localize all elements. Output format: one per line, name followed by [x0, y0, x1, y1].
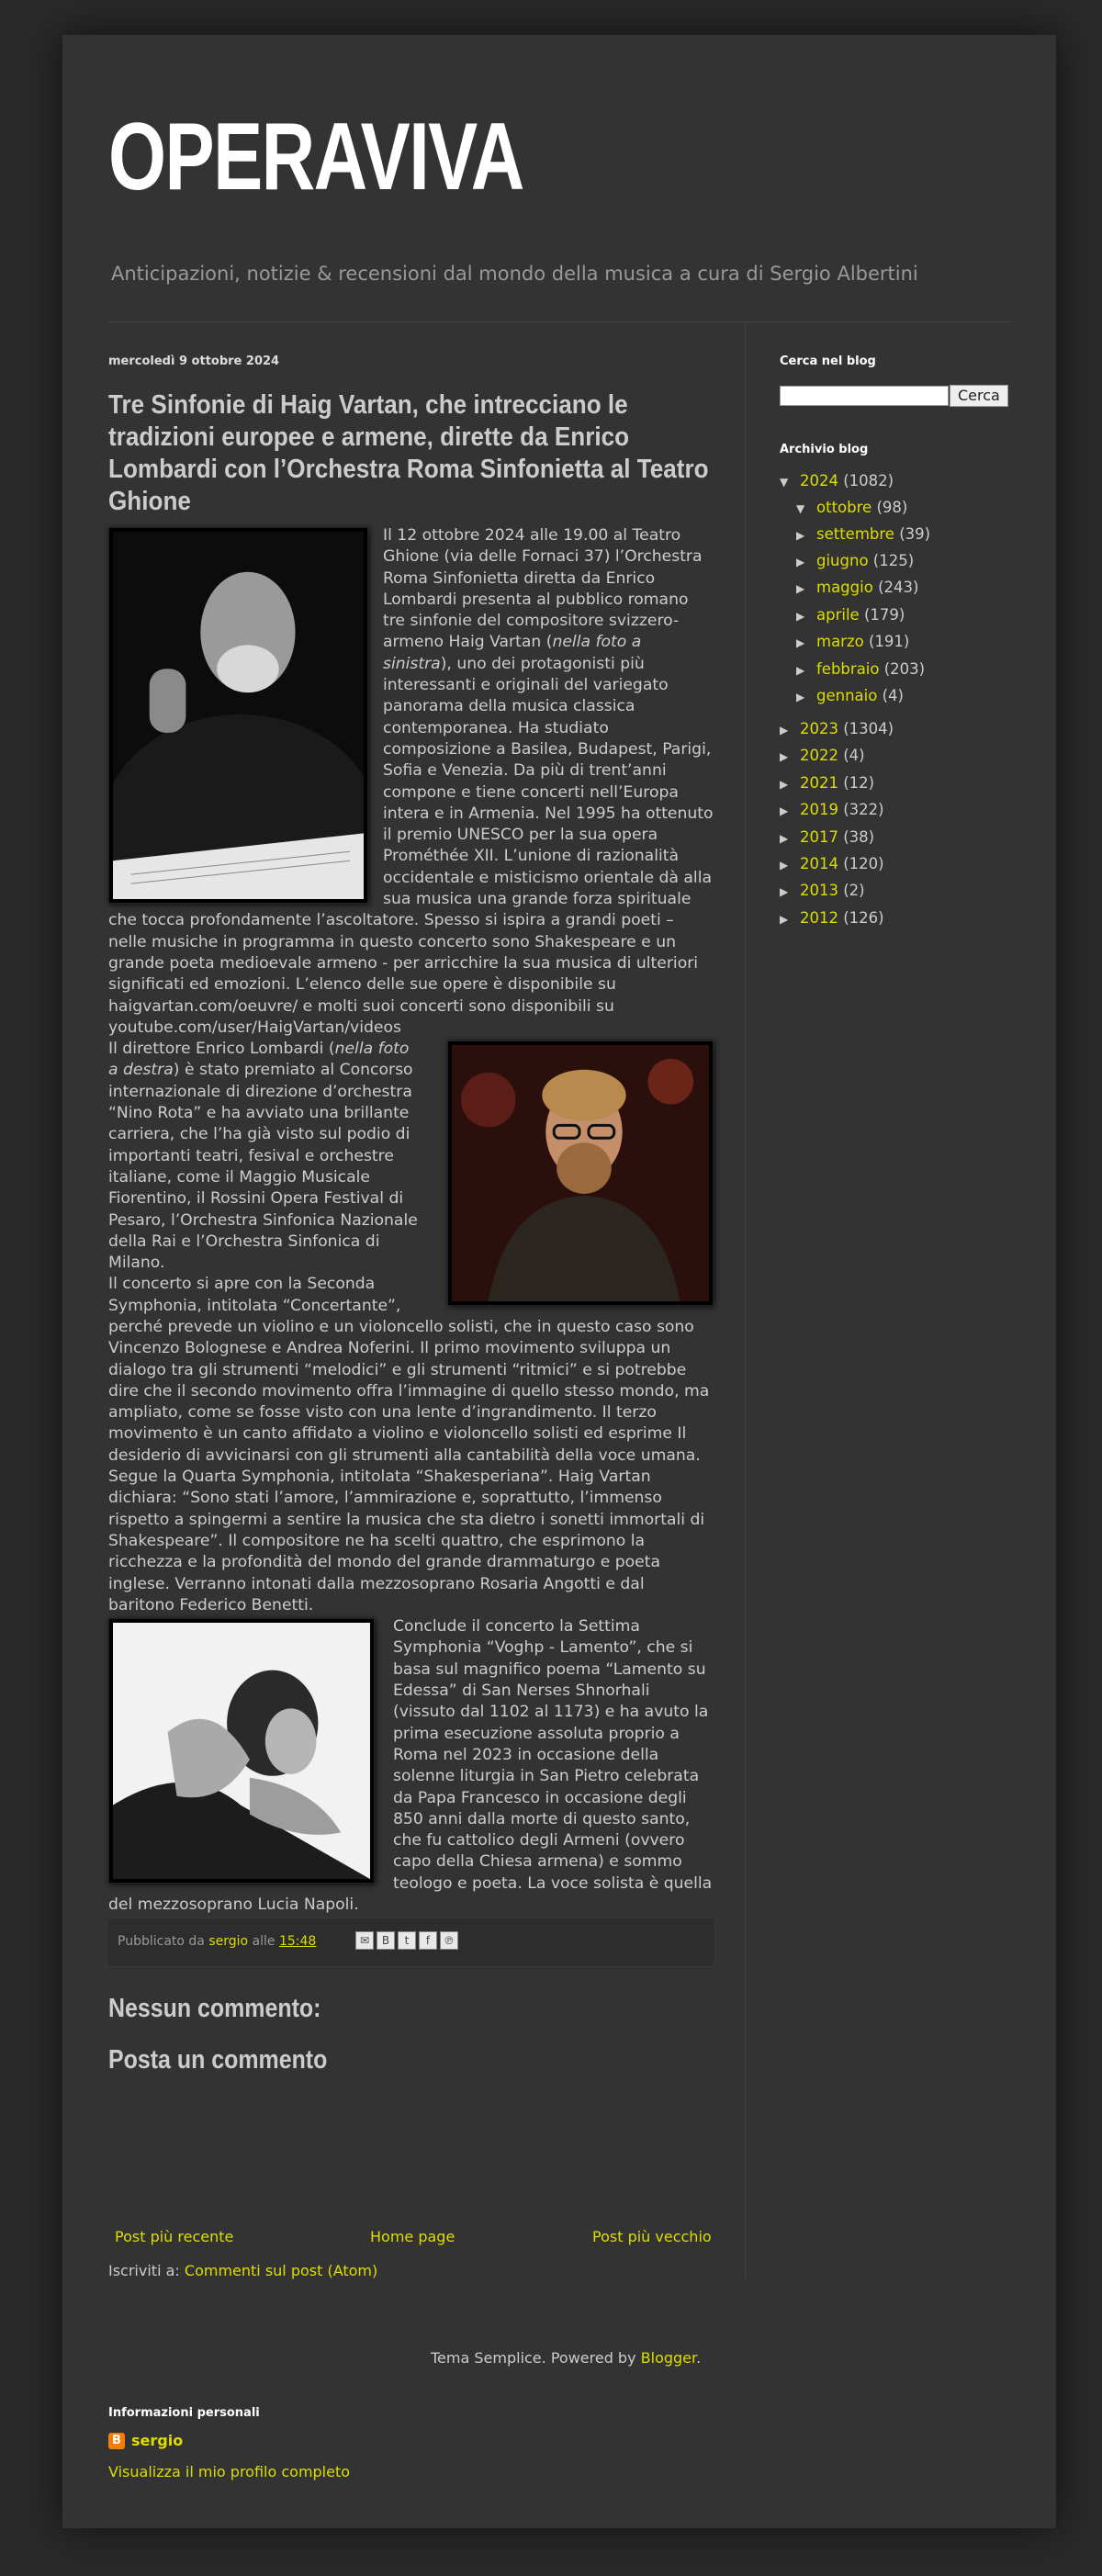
post-body	[108, 525, 714, 1916]
older-post-link[interactable]: Post più vecchio	[592, 2228, 712, 2245]
toggle-collapsed-icon[interactable]: ▶	[780, 832, 789, 845]
post-footer	[108, 1918, 714, 1967]
paragraph-fourth-symphony: Segue la Quarta Symphonia, intitolata “Shakesperiana”. Haig Vartan dichiara: “Sono stati l’amore, l’ammirazione e, soprattutto, l’immenso rispetto a spingermi a sentire la musica che sta dietro i sonetti immortali di Shakespeare”. Il compositore ne ha scelti quattro, che esprimono la ricchezza e la profondità del mondo del grande drammaturgo e poeta inglese. Verranno intonati dalla mezzosoprano Rosaria Angotti e dal baritono Federico Benetti.	[108, 1468, 705, 1614]
toggle-collapsed-icon[interactable]: ▶	[780, 750, 789, 763]
archive-month-giugno[interactable]: ▶ giugno (125)	[796, 552, 915, 569]
paragraph-conductor: Il direttore Enrico Lombardi (nella foto a destra) è stato premiato al Concorso internazionale di direzione d’orchestra “Nino Rota” e ha avviato una brillante carriera, che l’ha già visto sul podio di importanti teatri, fesival e orchestre italiane, come il Maggio Musicale Fiorentino, il Rossini Opera Festival di Pesaro, l’Orchestra Sinfonica Nazionale della Rai e l’Orchestra Sinfonica di Milano.	[108, 1040, 418, 1273]
page-container: OPERAVIVA Anticipazioni, notizie & recensioni dal mondo della musica a cura di Sergio Albertini mercoledì 9 ottobre 2024 Tre Sinfonie di Haig Vartan, che intrecciano le tradizioni europee e armene, dirette da Enrico Lombardi con l’Orchestra Roma Sinfonietta al Teatro Ghione Il 12 ottobre 2024 alle 19.00 al Teatro Ghione (via delle Fornaci 37) l’Orchestra Roma Sinfonietta diretta da Enrico Lombardi presenta al pubblico romano tre sinfonie del compositore svizzero-armeno Haig Vartan (nella foto a sinistra), uno dei protagonisti più interessanti e originali del variegato panorama della musica classica contemporanea. Ha studiato composizione a Basilea, Budapest, Parigi, Sofia e Venezia. Da più di trent’anni compone e tiene concerti nell’Europa intera e in Armenia. Nel 1995 ha ottenuto il premio UNESCO per la sua opera Prométhée XII. L’unione di razionalità occidentale e misticismo orientale dà alla sua musica una grande forza spirituale che tocca profondamente l’ascoltatore. Spesso si ispira a grandi poeti – nelle musiche in programma in questo concerto sono Shakespeare e un grande poeta medioevale armeno - per arricchire la sua musica di ulteriori significati ed emozioni. L’elenco delle sue opere è disponibile su haigvartan.com/oeuvre/ e molti suoi concerti sono disponibili su youtube.com/user/HaigVartan/videos Il direttore Enrico Lombardi (nella foto a destra) è stato premiato al Concorso internazionale di direzione d’orchestra “Nino Rota” e ha avviato una brillante carriera, che l’ha già visto sul podio di importanti teatri, fesival e orchestre italiane, come il Maggio Musicale Fiorentino, il Rossini Opera Festival di Pesaro, l’Orchestra Sinfonica Nazionale della Rai e l’Orchestra Sinfonica di Milano. Il concerto si apre con la Seconda Symphonia, intitolata “Concertante”, perché prevede un violino e un violoncello solisti, che in questo caso sono Vincenzo Bolognese e Andrea Noferini. Il primo movimento sviluppa un dialogo tra gli strumenti “melodici” e gli strumenti “ritmici” e si potrebbe dire che il secondo movimento offra l’immagine di quello stesso mondo, ma ampliato, come se fosse visto con una lente d’ingrandimento. Il terzo movimento è un canto affidato a violino e violoncello solisti ed esprime Il desiderio di avvicinarsi con gli strumenti alla cantabilità della voce umana. Segue la Quarta Symphonia, intitolata “Shakesperiana”. Haig Vartan dichiara: “Sono stati l’amore, l’ammirazione e, soprattutto, l’immenso rispetto a spingermi a sentire la musica che sta dietro i sonetti immortali di Shakespeare”. Il compositore ne ha scelti quattro, che esprimono la ricchezza e la profondità del mondo del grande drammaturgo e poeta inglese. Verranno intonati dalla mezzosoprano Rosaria Angotti e dal baritono Federico Benetti. Conclude il concerto la Settima Symphonia “Voghp - Lamento”, che si basa sul magnifico poema “Lamento su Edessa” di San Nerses Shnorhali (vissuto dal 1102 al 1173) e ha avuto la prima esecuzione assoluta proprio a Roma nel 2023 in occasione della solenne liturgia in San Pietro celebrata da Papa Francesco in occasione degli 850 anni dalla morte di questo santo, che fu cattolico degli Armeni (ovvero capo della Chiesa armena) e sommo teologo e poeta. La voce solista è quella del mezzosoprano Lucia Napoli. Pubblicato da sergio alle 15:48 ✉ B t f ℗ Nessun commento: Posta un commento Post più recente Home page Post più vecchio Iscriviti a: Commenti sul post (Atom) Cerca nel blog Cerca Archivio blog ▼ 2024 (1082) ▼ ottobre (98) ▶ settembre (39) ▶ giugno (125) ▶ maggio (243) ▶ aprile (179) ▶ marzo (191) ▶ febbraio (203) ▶ gennaio (4) ▶ 2023 (1304) ▶ 2022 (4) ▶ 2021 (12) ▶ 2019 (322) ▶ 2017 (38) ▶ 2014 (120) ▶ 2013 (2) ▶ 2012 (126) Tema Semplice. Powered by Blogger. Informazioni personali B sergio Visualizza il mio profilo completo	[62, 35, 1056, 2528]
atom-feed-link[interactable]: Commenti sul post (Atom)	[184, 2262, 378, 2279]
photo-enrico-lombardi[interactable]	[447, 1041, 714, 1306]
toggle-collapsed-icon[interactable]: ▶	[780, 859, 789, 872]
archive-month-maggio[interactable]: ▶ maggio (243)	[796, 579, 919, 596]
profile-heading: Informazioni personali	[108, 2406, 260, 2420]
archive-year-2017[interactable]: ▶ 2017 (38)	[780, 828, 875, 846]
blogger-icon: B	[108, 2433, 125, 2449]
archive-year-2019[interactable]: ▶ 2019 (322)	[780, 801, 884, 818]
archive-year-2014[interactable]: ▶ 2014 (120)	[780, 855, 884, 872]
blog-description: Anticipazioni, notizie & recensioni dal mondo della musica a cura di Sergio Albertini	[111, 263, 918, 285]
blog-icon[interactable]: B	[377, 1931, 395, 1950]
search-input[interactable]	[780, 386, 949, 406]
archive-year-2012[interactable]: ▶ 2012 (126)	[780, 909, 884, 927]
blogger-link[interactable]: Blogger	[640, 2349, 697, 2367]
toggle-collapsed-icon[interactable]: ▶	[796, 582, 805, 595]
timestamp-link[interactable]: 15:48	[278, 1934, 317, 1949]
archive-year-2021[interactable]: ▶ 2021 (12)	[780, 774, 875, 792]
post-date: mercoledì 9 ottobre 2024	[108, 354, 280, 368]
toggle-collapsed-icon[interactable]: ▶	[796, 636, 805, 649]
toggle-collapsed-icon[interactable]: ▶	[780, 885, 789, 898]
archive-month-settembre[interactable]: ▶ settembre (39)	[796, 525, 931, 543]
facebook-icon[interactable]: f	[419, 1931, 437, 1950]
toggle-collapsed-icon[interactable]: ▶	[796, 691, 805, 703]
toggle-collapsed-icon[interactable]: ▶	[796, 664, 805, 677]
toggle-collapsed-icon[interactable]: ▶	[780, 913, 789, 926]
toggle-collapsed-icon[interactable]: ▶	[780, 778, 789, 791]
post-footer-line: Pubblicato da sergio alle 15:48	[118, 1934, 317, 1949]
pinterest-icon[interactable]: ℗	[440, 1931, 458, 1950]
profile-name-link[interactable]: sergio	[131, 2432, 184, 2449]
view-profile-link[interactable]: Visualizza il mio profilo completo	[108, 2463, 351, 2480]
twitter-icon[interactable]: t	[398, 1931, 416, 1950]
archive-year-2022[interactable]: ▶ 2022 (4)	[780, 747, 865, 764]
post-title: Tre Sinfonie di Haig Vartan, che intrecciano le tradizioni europee e armene, dirette da Enrico Lombardi con l’Orchestra Roma Sinfonietta al Teatro Ghione	[108, 390, 709, 516]
archive-heading: Archivio blog	[780, 443, 869, 456]
toggle-collapsed-icon[interactable]: ▶	[780, 724, 789, 737]
photo-lucia-napoli[interactable]	[108, 1618, 375, 1884]
toggle-collapsed-icon[interactable]: ▶	[796, 556, 805, 568]
email-icon[interactable]: ✉	[355, 1931, 374, 1950]
paragraph-intro: Il 12 ottobre 2024 alle 19.00 al Teatro Ghione (via delle Fornaci 37) l’Orchestra Roma Sinfonietta diretta da Enrico Lombardi presenta al pubblico romano tre sinfonie del compositore svizzero-armeno Haig Vartan (nella foto a sinistra), uno dei protagonisti più interessanti e originali del variegato panorama della musica classica contemporanea. Ha studiato composizione a Basilea, Budapest, Parigi, Sofia e Venezia. Da più di trent’anni compone e tiene concerti nell’Europa intera e in Armenia. Nel 1995 ha ottenuto il premio UNESCO per la sua opera Prométhée XII. L’unione di razionalità occidentale e misticismo orientale dà alla sua musica una grande forza spirituale che tocca profondamente l’ascoltatore. Spesso si ispira a grandi poeti – nelle musiche in programma in questo concerto sono Shakespeare e un grande poeta medioevale armeno - per arricchire la sua musica di ulteriori significati ed emozioni. L’elenco delle sue opere è disponibile su haigvartan.com/oeuvre/ e molti suoi concerti sono disponibili su youtube.com/user/HaigVartan/videos	[108, 526, 714, 1037]
post-comment-heading: Posta un commento	[108, 2045, 328, 2075]
blog-header	[108, 81, 1010, 322]
newer-post-link[interactable]: Post più recente	[115, 2228, 234, 2245]
paragraph-second-symphony: Il concerto si apre con la Seconda Symphonia, intitolata “Concertante”, perché prevede un violino e un violoncello solisti, che in questo caso sono Vincenzo Bolognese e Andrea Noferini. Il primo movimento sviluppa un dialogo tra gli strumenti “melodici” e gli strumenti “ritmici” e si potrebbe dire che il secondo movimento offra l’immagine di quello stesso mondo, ma ampliato, come se fosse visto con una lente d’ingrandimento. Il terzo movimento è un canto affidato a violino e violoncello solisti ed esprime Il desiderio di avvicinarsi con gli strumenti alla cantabilità della voce umana.	[108, 1275, 710, 1465]
comments-heading: Nessun commento:	[108, 1994, 321, 2023]
search-heading: Cerca nel blog	[780, 354, 876, 368]
toggle-expanded-icon[interactable]: ▼	[796, 502, 805, 515]
blog-title[interactable]: OPERAVIVA	[108, 104, 523, 210]
subscribe-line: Iscriviti a: Commenti sul post (Atom)	[108, 2262, 378, 2279]
archive-year-2024[interactable]: ▼ 2024 (1082)	[780, 472, 894, 489]
archive-month-ottobre[interactable]: ▼ ottobre (98)	[796, 499, 908, 516]
author-link[interactable]: sergio	[208, 1934, 249, 1949]
share-buttons	[355, 1931, 461, 1950]
archive-year-2013[interactable]: ▶ 2013 (2)	[780, 882, 865, 899]
archive-month-marzo[interactable]: ▶ marzo (191)	[796, 633, 910, 650]
profile-row	[108, 2432, 183, 2449]
archive-month-febbraio[interactable]: ▶ febbraio (203)	[796, 660, 926, 678]
paragraph-seventh-symphony: Conclude il concerto la Settima Symphonia “Voghp - Lamento”, che si basa sul magnifico poema “Lamento su Edessa” di San Nerses Shnorhali (vissuto dal 1102 al 1173) e ha avuto la prima esecuzione assoluta proprio a Roma nel 2023 in occasione della solenne liturgia in San Pietro celebrata da Papa Francesco in occasione degli 850 anni dalla morte di questo santo, che fu cattolico degli Armeni (ovvero capo della Chiesa armena) e sommo teologo e poeta. La voce solista è quella del mezzosoprano Lucia Napoli.	[108, 1617, 713, 1914]
sidebar-divider	[745, 321, 746, 2282]
toggle-collapsed-icon[interactable]: ▶	[796, 610, 805, 623]
search-widget	[780, 386, 1008, 407]
toggle-collapsed-icon[interactable]: ▶	[780, 804, 789, 817]
toggle-expanded-icon[interactable]: ▼	[780, 476, 789, 489]
toggle-collapsed-icon[interactable]: ▶	[796, 529, 805, 542]
photo-haig-vartan[interactable]	[108, 527, 368, 904]
home-link[interactable]: Home page	[370, 2228, 455, 2245]
archive-year-2023[interactable]: ▶ 2023 (1304)	[780, 720, 894, 737]
archive-month-gennaio[interactable]: ▶ gennaio (4)	[796, 687, 904, 704]
archive-month-aprile[interactable]: ▶ aprile (179)	[796, 606, 905, 624]
search-button[interactable]: Cerca	[950, 385, 1008, 407]
